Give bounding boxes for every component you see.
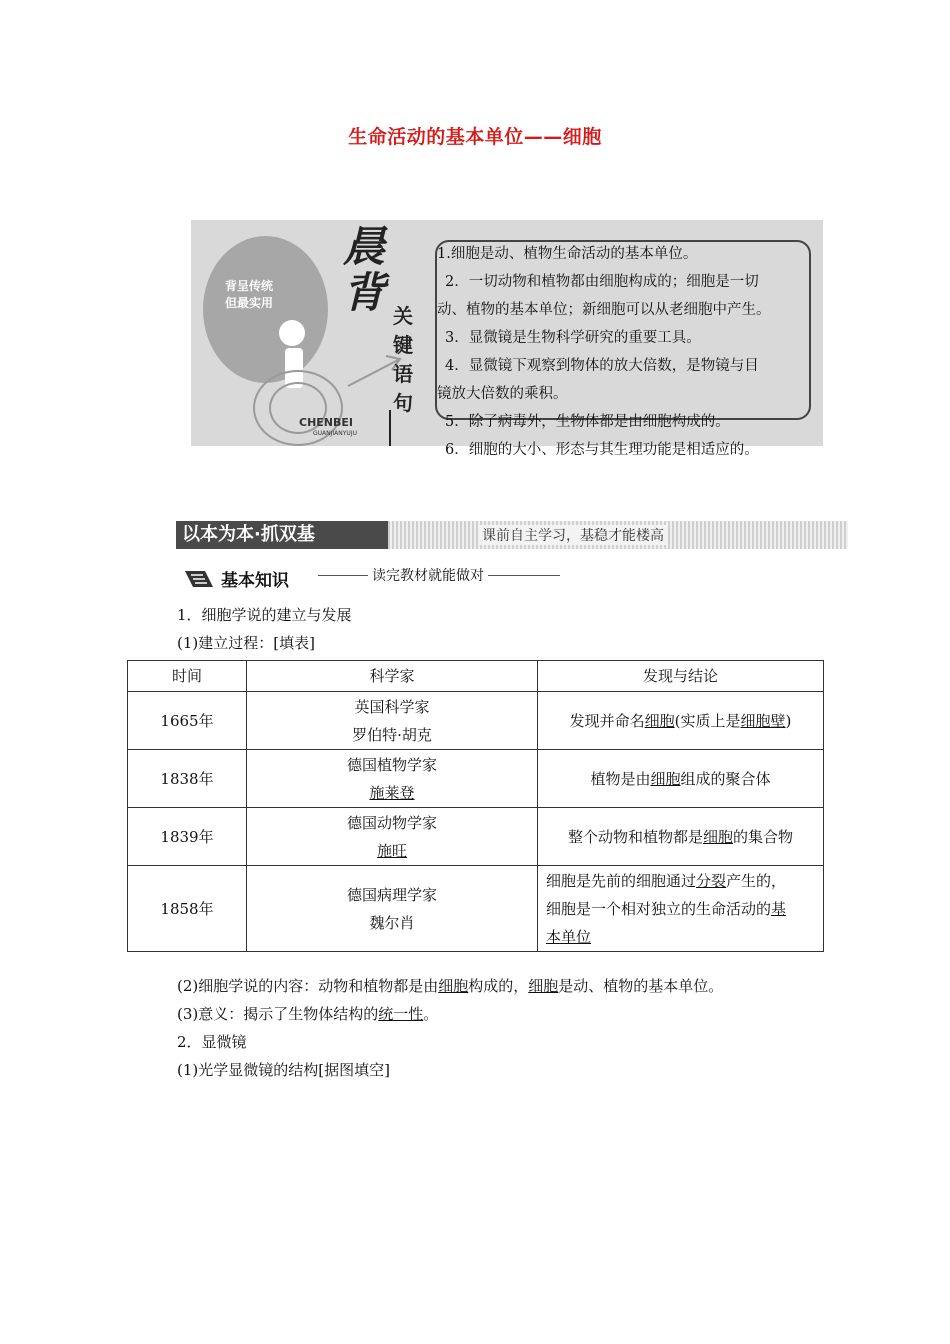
finding-cell: [538, 692, 824, 750]
text: 构成的，: [468, 977, 529, 995]
subheading-2: (1)光学显微镜的结构[据图填空]: [177, 1061, 390, 1079]
finding-text: 整个动物和植物都是: [567, 827, 703, 846]
finding-cell: [538, 750, 824, 808]
finding-cell: [538, 808, 824, 866]
time-cell: 1665年: [128, 692, 247, 750]
scientist-desc: 英国科学家: [354, 697, 430, 716]
banner-divider: [389, 410, 391, 446]
banner-vertical-char: 语: [393, 362, 413, 386]
knowledge-label: 基本知识: [221, 571, 289, 591]
key-point: 3．显微镜是生物科学研究的重要工具。: [445, 330, 701, 346]
answer: 细胞: [528, 977, 559, 995]
finding-text: 产生的，: [726, 871, 787, 890]
key-point: 2．一切动物和植物都由细胞构成的；细胞是一切: [445, 274, 759, 290]
scientist-cell: [247, 692, 538, 750]
scientist-name: 施旺: [376, 841, 407, 860]
banner-vertical-title: [391, 302, 415, 418]
banner-vertical-char: 键: [393, 333, 413, 357]
banner-big-char: 晨: [343, 222, 386, 271]
time-cell: 1838年: [128, 750, 247, 808]
scientist-cell: [247, 866, 538, 952]
finding-answer: 细胞: [702, 827, 733, 846]
text: 。: [423, 1005, 439, 1023]
banner-vertical-char: 关: [393, 304, 413, 328]
key-points: [437, 240, 827, 464]
table-row: [128, 808, 824, 866]
finding-answer: 基: [771, 899, 787, 918]
knowledge-subtitle: 读完教材就能做对: [368, 565, 488, 585]
finding-answer: 细胞: [650, 769, 681, 788]
key-point: 镜放大倍数的乘积。: [437, 386, 568, 402]
finding-text: 发现并命名: [569, 711, 645, 730]
finding-text: 植物是由: [590, 769, 651, 788]
table-header: 科学家: [247, 661, 538, 692]
key-point: 1.细胞是动、植物生命活动的基本单位。: [437, 246, 698, 262]
scientist-name: 魏尔肖: [369, 913, 415, 932]
scientist-name: 罗伯特·胡克: [352, 725, 432, 744]
text: (2)细胞学说的内容：动物和植物都是由: [177, 977, 439, 995]
table-header: 时间: [128, 661, 247, 692]
table-header-row: [128, 661, 824, 692]
finding-answer: 本单位: [546, 927, 592, 946]
banner-pinyin: GUANJIANYUJU: [313, 430, 357, 437]
scientist-cell: [247, 808, 538, 866]
finding-text: 的集合物: [733, 827, 794, 846]
key-point: 6．细胞的大小、形态与其生理功能是相适应的。: [445, 442, 759, 458]
key-point: 4．显微镜下观察到物体的放大倍数，是物镜与目: [445, 358, 759, 374]
finding-text: 细胞是先前的细胞通过: [546, 871, 697, 890]
table-header: 发现与结论: [538, 661, 824, 692]
text: 是动、植物的基本单位。: [558, 977, 724, 995]
finding-text: 组成的聚合体: [680, 769, 771, 788]
banner-chenbei: CHENBEI: [299, 416, 353, 429]
table-row: [128, 692, 824, 750]
person-head-icon: [279, 320, 305, 346]
table-row: [128, 866, 824, 952]
paragraph-significance: [177, 1003, 438, 1024]
history-table: [127, 660, 824, 952]
scientist-desc: 德国病理学家: [346, 885, 437, 904]
banner-big-char: 背: [343, 268, 386, 317]
heading-2: 2．显微镜: [177, 1033, 247, 1051]
key-point: 5．除了病毒外，生物体都是由细胞构成的。: [445, 414, 730, 430]
time-cell: 1839年: [128, 808, 247, 866]
finding-text: 细胞是一个相对独立的生命活动的: [546, 899, 772, 918]
answer: 统一性: [378, 1005, 424, 1023]
subheading-1: (1)建立过程：[填表]: [177, 634, 315, 652]
knowledge-header: [185, 566, 289, 591]
text: (3)意义：揭示了生物体结构的: [177, 1005, 379, 1023]
banner-circle-text: [219, 278, 279, 312]
banner-vertical-char: 句: [393, 391, 413, 415]
finding-answer: 细胞: [644, 711, 675, 730]
finding-text: (实质上是: [674, 711, 741, 730]
scientist-cell: [247, 750, 538, 808]
key-point: 动、植物的基本单位；新细胞可以从老细胞中产生。: [437, 302, 771, 318]
scientist-desc: 德国植物学家: [346, 755, 437, 774]
circle-text-line: 但最实用: [224, 296, 273, 310]
finding-answer: 分裂: [696, 871, 727, 890]
heading-1: 1．细胞学说的建立与发展: [177, 606, 352, 624]
answer: 细胞: [438, 977, 469, 995]
stripes-icon: [185, 569, 217, 589]
section-subtitle: 课前自主学习，基稳才能楼高: [478, 525, 668, 545]
paragraph-content: [177, 975, 723, 996]
finding-text: ): [785, 711, 792, 730]
page-title: 生命活动的基本单位——细胞: [348, 126, 602, 148]
scientist-desc: 德国动物学家: [346, 813, 437, 832]
finding-cell: [538, 866, 824, 952]
banner-big-title: [343, 224, 385, 316]
section-title: 以本为本·抓双基: [176, 521, 388, 549]
table-row: [128, 750, 824, 808]
scientist-name: 施莱登: [369, 783, 415, 802]
time-cell: 1858年: [128, 866, 247, 952]
circle-text-line: 背呈传统: [224, 279, 273, 293]
finding-answer: 细胞壁: [740, 711, 786, 730]
